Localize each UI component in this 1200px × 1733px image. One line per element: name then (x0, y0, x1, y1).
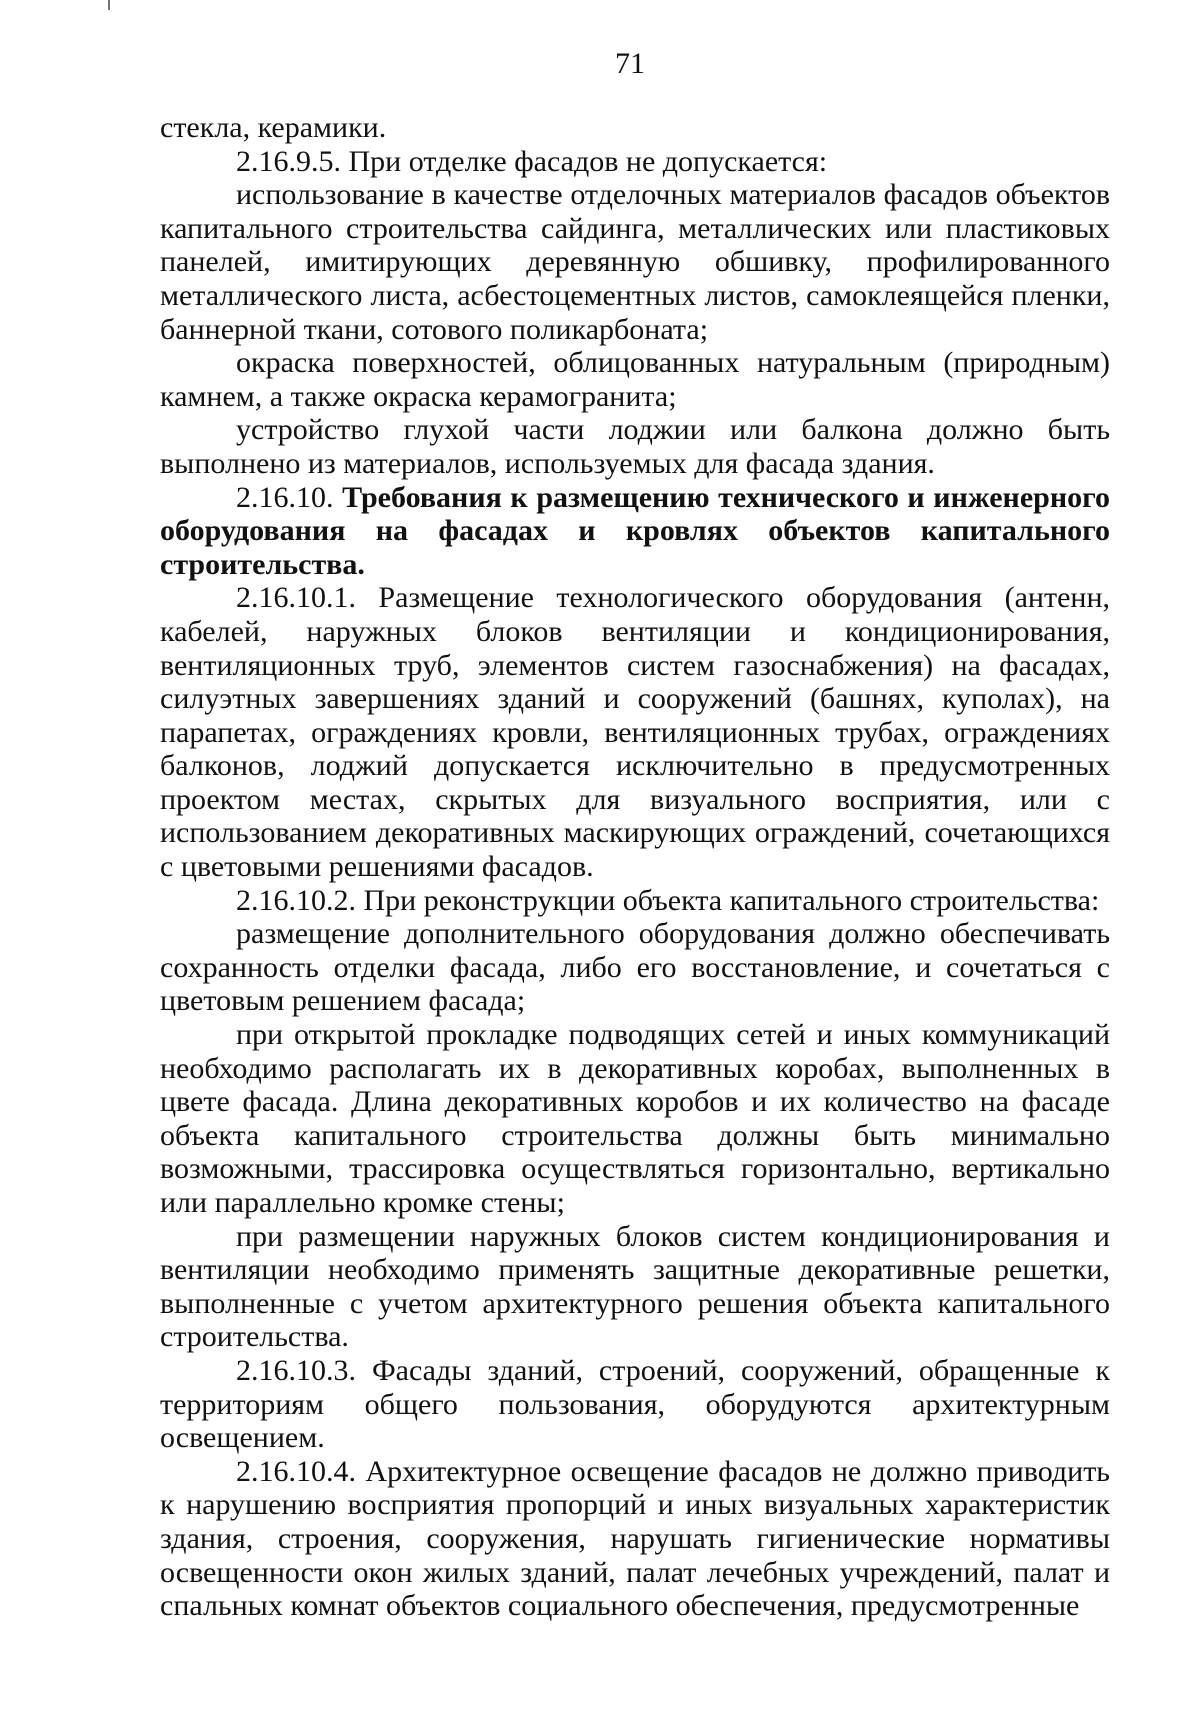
paragraph (160, 581, 1110, 883)
paragraph-text: 2.16.10.3. Фасады зданий, строений, сооружений, обращенные к территориям общего пользования, оборудуются архитектурным освещением. (160, 1353, 1110, 1455)
paragraph-text: 2.16.10.1. Размещение технологического оборудования (антенн, кабелей, наружных блоков вентиляции и кондиционирования, вентиляционных труб, элементов систем газоснабжения) на фасадах, силуэтных завершениях зданий и сооружений (башнях, куполах), на парапетах, ограждениях кровли, вентиляционных трубах, ограждениях балконов, лоджий допускается исключительно в предусмотренных проектом местах, скрытых для визуального восприятия, или с использованием декоративных маскирующих ограждений, сочетающихся с цветовыми решениями фасадов. (160, 581, 1110, 884)
paragraph-text: размещение дополнительного оборудования должно обеспечивать сохранность отделки фасада, либо его восстановление, и сочетаться с цветовым решением фасада; (160, 917, 1110, 1018)
paragraph-text: 2.16.10.2. При реконструкции объекта капитального строительства: (236, 883, 1100, 917)
paragraph-text: окраска поверхностей, облицованных натуральным (природным) камнем, а также окраска керамогранита; (160, 346, 1110, 413)
paragraph-text: использование в качестве отделочных материалов фасадов объектов капитального строительства сайдинга, металлических или пластиковых панелей, имитирующих деревянную обшивку, профилированного металлического листа, асбестоцементных листов, самоклеящейся пленки, баннерной ткани, сотового поликарбоната; (160, 178, 1110, 346)
paragraph (160, 1018, 1110, 1220)
paragraph (160, 1354, 1110, 1455)
paragraph-text: стекла, керамики. (160, 111, 387, 144)
paragraph-text: 2.16.10.4. Архитектурное освещение фасадов не должно приводить к нарушению восприятия пропорций и иных визуальных характеристик здания, строения, сооружения, нарушать гигиенические нормативы освещенности окон жилых зданий, палат лечебных учреждений, палат и спальных комнат объектов социального обеспечения, предусмотренные (160, 1454, 1110, 1623)
document-body (160, 111, 1110, 1623)
paragraph (160, 178, 1110, 346)
paragraph (160, 413, 1110, 480)
paragraph (160, 145, 1110, 179)
paragraph-text: при открытой прокладке подводящих сетей и иных коммуникаций необходимо располагать их в декоративных коробах, выполненных в цвете фасада. Длина декоративных коробов и их количество на фасаде объекта капитального строительства должны быть минимально возможными, трассировка осуществляться горизонтально, вертикально или параллельно кромке стены; (160, 1018, 1110, 1219)
paragraph-text: 2.16.9.5. При отделке фасадов не допускается: (236, 144, 828, 178)
paragraph (160, 917, 1110, 1018)
paragraph (160, 481, 1110, 582)
paragraph-text: устройство глухой части лоджии или балкона должно быть выполнено из материалов, используемых для фасада здания. (160, 413, 1110, 480)
paragraph-text: 2.16.10. (236, 480, 343, 514)
paragraph (160, 884, 1110, 918)
page-number: 71 (615, 47, 645, 80)
section-heading-text: Требования к размещению технического и инженерного оборудования на фасадах и кровлях объектов капитального строительства. (160, 480, 1110, 581)
paragraph (160, 346, 1110, 413)
paragraph-text: при размещении наружных блоков систем кондиционирования и вентиляции необходимо применять защитные декоративные решетки, выполненные с учетом архитектурного решения объекта капитального строительства. (160, 1219, 1110, 1354)
paragraph (160, 1220, 1110, 1354)
scan-artifact-mark (108, 0, 110, 10)
paragraph (160, 111, 1110, 145)
paragraph (160, 1455, 1110, 1623)
